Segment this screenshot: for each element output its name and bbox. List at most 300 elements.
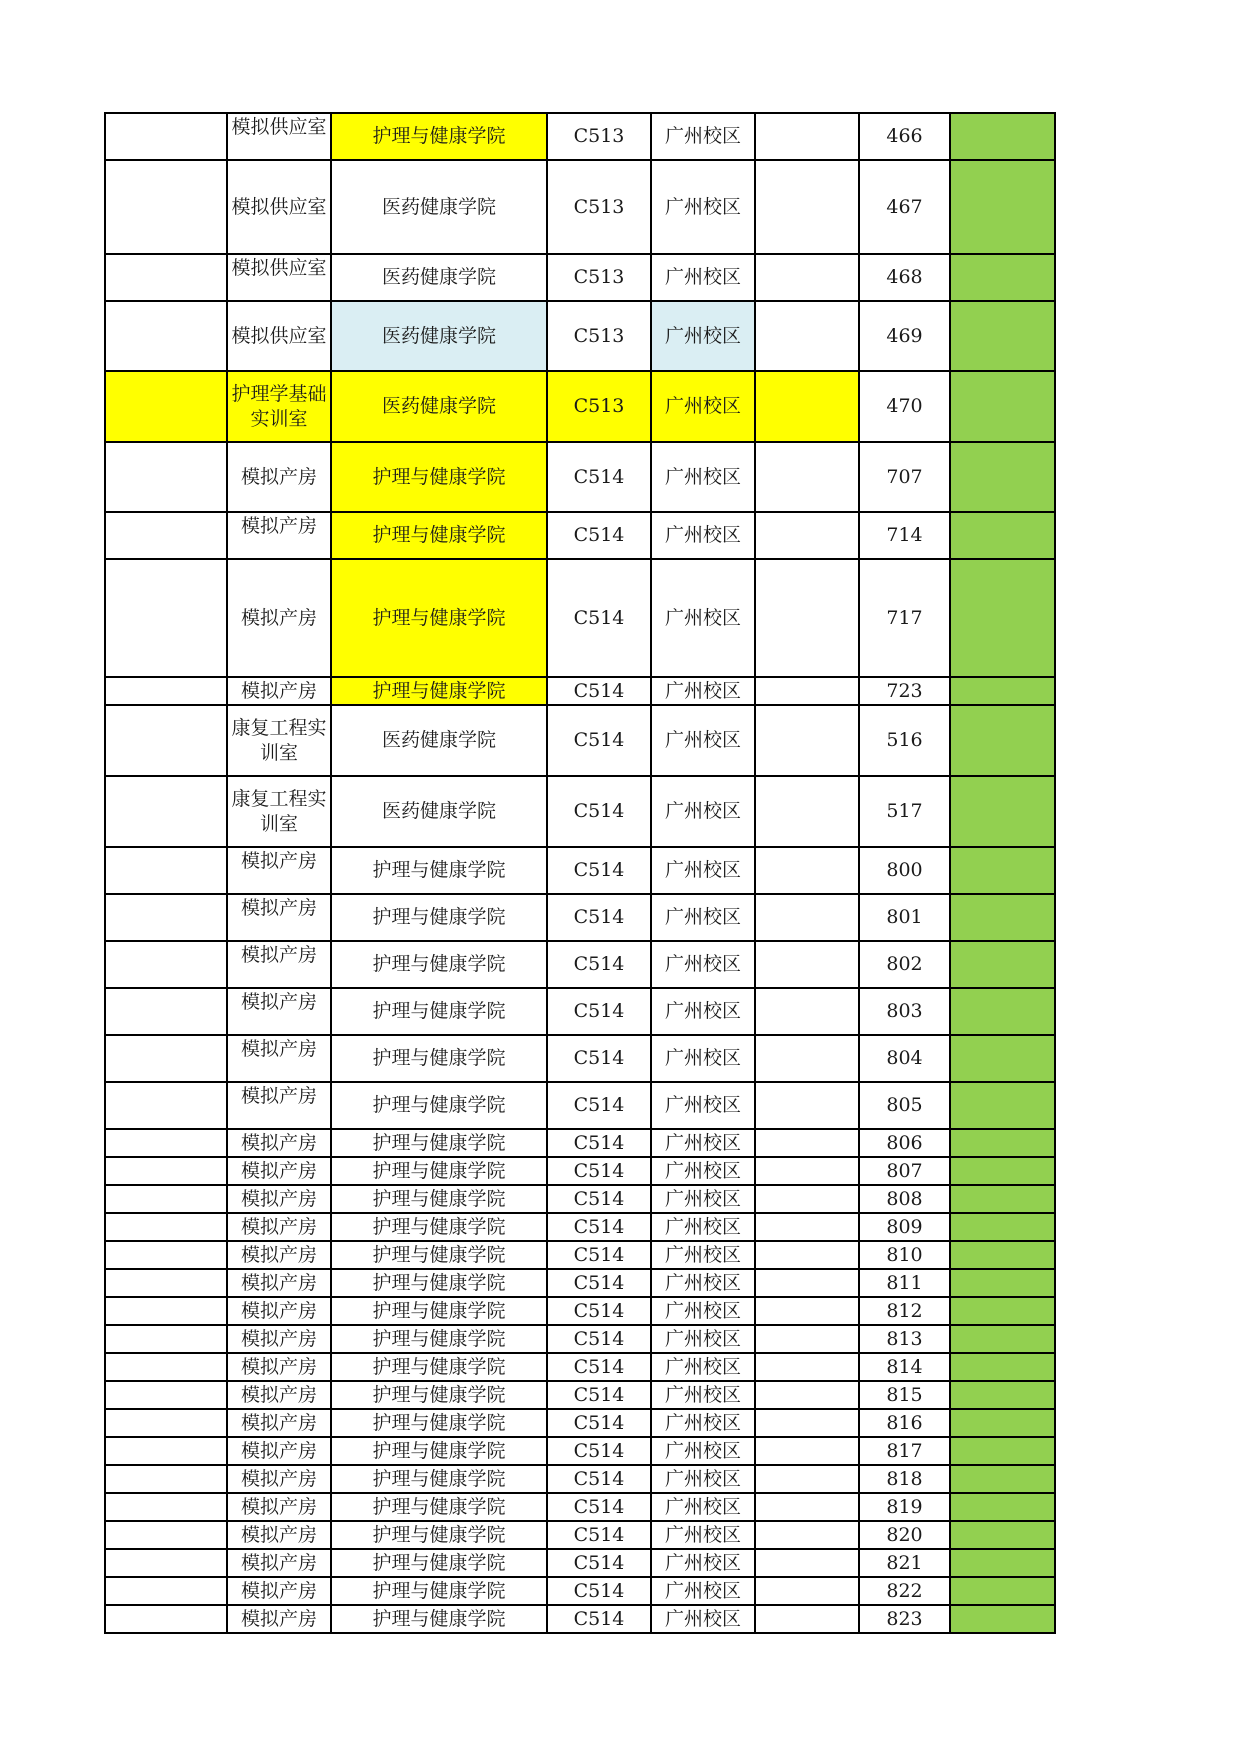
- table-row: [105, 254, 1055, 301]
- code-text: C514: [573, 524, 625, 546]
- code-text: C514: [573, 1551, 625, 1574]
- number-cell: [859, 1521, 950, 1549]
- code-cell: [547, 1381, 651, 1409]
- code-cell: [547, 1605, 651, 1633]
- college-text: 护理与健康学院: [372, 1551, 506, 1574]
- blank-cell: [105, 1241, 227, 1269]
- campus-cell: [651, 988, 755, 1035]
- room-name-text: 模拟产房: [240, 849, 317, 872]
- blank-cell: [755, 371, 859, 442]
- campus-cell: [651, 1353, 755, 1381]
- college-text: 护理与健康学院: [372, 1383, 506, 1406]
- college-cell: [331, 1129, 547, 1157]
- status-cell: [950, 1213, 1055, 1241]
- status-cell: [950, 113, 1055, 160]
- code-text: C514: [573, 1243, 625, 1266]
- blank-cell: [105, 1185, 227, 1213]
- number-cell: [859, 1577, 950, 1605]
- room-name-cell: [227, 1185, 331, 1213]
- room-name-cell: [227, 1157, 331, 1185]
- room-name-text: 模拟产房: [240, 1579, 317, 1602]
- college-cell: [331, 371, 547, 442]
- number-text: 807: [886, 1159, 923, 1182]
- data-table: [104, 112, 1056, 1634]
- code-text: C514: [573, 1327, 625, 1350]
- blank-cell: [105, 1577, 227, 1605]
- room-name-cell: [227, 776, 331, 847]
- room-name-text: 模拟产房: [240, 1187, 317, 1210]
- table-row: [105, 988, 1055, 1035]
- campus-cell: [651, 1437, 755, 1465]
- blank-cell: [105, 705, 227, 776]
- code-text: C513: [573, 324, 625, 347]
- campus-text: 广州校区: [664, 195, 741, 218]
- table-row: [105, 1269, 1055, 1297]
- campus-cell: [651, 1465, 755, 1493]
- blank-cell: [755, 1185, 859, 1213]
- number-text: 815: [886, 1383, 923, 1406]
- table-row: [105, 1493, 1055, 1521]
- blank-cell: [105, 1493, 227, 1521]
- number-text: 817: [886, 1439, 923, 1462]
- college-text: 护理与健康学院: [372, 524, 506, 546]
- table-row: [105, 1035, 1055, 1082]
- status-cell: [950, 1549, 1055, 1577]
- college-cell: [331, 847, 547, 894]
- code-text: C514: [573, 1495, 625, 1518]
- code-cell: [547, 988, 651, 1035]
- college-text: 护理与健康学院: [372, 125, 506, 147]
- room-name-cell: [227, 1082, 331, 1129]
- number-text: 717: [886, 606, 923, 629]
- code-cell: [547, 1409, 651, 1437]
- room-name-cell: [227, 442, 331, 512]
- room-name-text: 模拟产房: [240, 1215, 317, 1238]
- blank-cell: [105, 894, 227, 941]
- room-name-cell: [227, 1269, 331, 1297]
- status-cell: [950, 1381, 1055, 1409]
- blank-cell: [105, 1325, 227, 1353]
- room-name-text: 模拟产房: [240, 465, 317, 488]
- number-cell: [859, 776, 950, 847]
- status-cell: [950, 1409, 1055, 1437]
- room-name-text: 模拟产房: [240, 1299, 317, 1322]
- blank-cell: [105, 442, 227, 512]
- room-name-text: 模拟产房: [240, 1551, 317, 1574]
- status-cell: [950, 894, 1055, 941]
- campus-text: 广州校区: [664, 1299, 741, 1322]
- room-name-text: 模拟产房: [240, 1243, 317, 1266]
- blank-cell: [105, 1129, 227, 1157]
- blank-cell: [755, 1269, 859, 1297]
- room-name-cell: [227, 941, 331, 988]
- college-cell: [331, 1213, 547, 1241]
- college-cell: [331, 776, 547, 847]
- number-cell: [859, 1185, 950, 1213]
- code-text: C514: [573, 1467, 625, 1490]
- college-text: 护理与健康学院: [372, 1271, 506, 1294]
- room-name-text: 模拟产房: [240, 606, 317, 629]
- code-cell: [547, 941, 651, 988]
- number-text: 811: [886, 1271, 923, 1294]
- blank-cell: [755, 1521, 859, 1549]
- code-text: C514: [573, 1271, 625, 1294]
- college-cell: [331, 301, 547, 371]
- college-cell: [331, 1465, 547, 1493]
- college-cell: [331, 254, 547, 301]
- code-text: C513: [573, 195, 625, 218]
- college-cell: [331, 1605, 547, 1633]
- number-text: 801: [886, 906, 923, 928]
- blank-cell: [755, 1549, 859, 1577]
- table-row: [105, 1465, 1055, 1493]
- blank-cell: [755, 1129, 859, 1157]
- campus-text: 广州校区: [664, 524, 741, 546]
- campus-text: 广州校区: [664, 1495, 741, 1518]
- table-row: [105, 1213, 1055, 1241]
- room-name-text: 模拟产房: [240, 1607, 317, 1630]
- room-name-cell: [227, 1605, 331, 1633]
- blank-cell: [105, 512, 227, 559]
- number-text: 818: [886, 1467, 923, 1490]
- room-name-cell: [227, 1493, 331, 1521]
- number-cell: [859, 677, 950, 705]
- college-text: 医药健康学院: [381, 729, 496, 751]
- code-text: C514: [573, 1131, 625, 1154]
- room-name-cell: [227, 1129, 331, 1157]
- blank-cell: [755, 705, 859, 776]
- table-row: [105, 1437, 1055, 1465]
- room-name-text: 模拟产房: [240, 1327, 317, 1350]
- campus-cell: [651, 705, 755, 776]
- status-cell: [950, 1241, 1055, 1269]
- room-name-cell: [227, 1297, 331, 1325]
- number-cell: [859, 1549, 950, 1577]
- blank-cell: [105, 1353, 227, 1381]
- room-name-cell: [227, 371, 331, 442]
- college-cell: [331, 1325, 547, 1353]
- table-row: [105, 1157, 1055, 1185]
- number-cell: [859, 1353, 950, 1381]
- code-text: C514: [573, 1579, 625, 1602]
- number-cell: [859, 705, 950, 776]
- code-text: C514: [573, 1159, 625, 1182]
- status-cell: [950, 705, 1055, 776]
- college-cell: [331, 1157, 547, 1185]
- college-cell: [331, 941, 547, 988]
- number-cell: [859, 1241, 950, 1269]
- room-name-cell: [227, 1241, 331, 1269]
- room-name-cell: [227, 1521, 331, 1549]
- table-row: [105, 301, 1055, 371]
- blank-cell: [755, 160, 859, 254]
- table-row: [105, 1297, 1055, 1325]
- blank-cell: [105, 847, 227, 894]
- college-text: 医药健康学院: [381, 800, 496, 822]
- code-text: C514: [573, 1094, 625, 1116]
- campus-cell: [651, 160, 755, 254]
- status-cell: [950, 1035, 1055, 1082]
- code-text: C514: [573, 1607, 625, 1630]
- campus-cell: [651, 254, 755, 301]
- code-cell: [547, 1577, 651, 1605]
- campus-text: 广州校区: [664, 1551, 741, 1574]
- table-row: [105, 559, 1055, 677]
- campus-cell: [651, 113, 755, 160]
- blank-cell: [105, 1381, 227, 1409]
- college-text: 护理与健康学院: [372, 1579, 506, 1602]
- number-text: 800: [886, 859, 923, 881]
- status-cell: [950, 1577, 1055, 1605]
- code-text: C514: [573, 800, 625, 822]
- college-cell: [331, 1035, 547, 1082]
- code-text: C514: [573, 906, 625, 928]
- table-row: [105, 1185, 1055, 1213]
- college-text: 护理与健康学院: [372, 606, 506, 629]
- college-text: 护理与健康学院: [372, 1215, 506, 1238]
- campus-text: 广州校区: [664, 800, 741, 822]
- college-cell: [331, 1082, 547, 1129]
- campus-text: 广州校区: [664, 1411, 741, 1434]
- status-cell: [950, 1297, 1055, 1325]
- college-text: 护理与健康学院: [372, 1299, 506, 1322]
- table-row: [105, 1353, 1055, 1381]
- number-cell: [859, 1381, 950, 1409]
- blank-cell: [105, 941, 227, 988]
- room-name-cell: [227, 1409, 331, 1437]
- code-cell: [547, 442, 651, 512]
- number-cell: [859, 1269, 950, 1297]
- room-name-cell: [227, 1549, 331, 1577]
- campus-text: 广州校区: [664, 1243, 741, 1266]
- table-row: [105, 512, 1055, 559]
- blank-cell: [755, 1241, 859, 1269]
- college-text: 护理与健康学院: [372, 859, 506, 881]
- table-row: [105, 1381, 1055, 1409]
- blank-cell: [755, 988, 859, 1035]
- college-text: 医药健康学院: [381, 395, 496, 417]
- room-name-text: 模拟产房: [240, 1383, 317, 1406]
- number-text: 816: [886, 1411, 923, 1434]
- room-name-cell: [227, 512, 331, 559]
- code-text: C514: [573, 606, 625, 629]
- status-cell: [950, 1605, 1055, 1633]
- number-text: 517: [886, 800, 923, 822]
- room-name-text: 模拟产房: [240, 1159, 317, 1182]
- campus-text: 广州校区: [664, 1094, 741, 1116]
- number-text: 516: [886, 729, 923, 751]
- code-cell: [547, 677, 651, 705]
- table-row: [105, 1577, 1055, 1605]
- status-cell: [950, 160, 1055, 254]
- room-name-cell: [227, 113, 331, 160]
- number-text: 814: [886, 1355, 923, 1378]
- table-row: [105, 1409, 1055, 1437]
- code-text: C514: [573, 1355, 625, 1378]
- table-row: [105, 705, 1055, 776]
- blank-cell: [755, 113, 859, 160]
- campus-text: 广州校区: [664, 266, 741, 288]
- blank-cell: [755, 677, 859, 705]
- room-name-text: 模拟供应室: [231, 195, 327, 218]
- campus-cell: [651, 1381, 755, 1409]
- code-cell: [547, 1521, 651, 1549]
- room-name-text: 护理学基础实训室: [231, 382, 327, 430]
- number-cell: [859, 559, 950, 677]
- room-name-text: 模拟产房: [240, 1131, 317, 1154]
- blank-cell: [755, 1381, 859, 1409]
- campus-text: 广州校区: [664, 1579, 741, 1602]
- room-name-text: 模拟产房: [240, 1467, 317, 1490]
- number-text: 803: [886, 1000, 923, 1022]
- table-row: [105, 1549, 1055, 1577]
- room-name-text: 模拟产房: [240, 1439, 317, 1462]
- status-cell: [950, 559, 1055, 677]
- blank-cell: [755, 254, 859, 301]
- number-text: 714: [886, 524, 923, 546]
- blank-cell: [755, 301, 859, 371]
- college-text: 护理与健康学院: [372, 1495, 506, 1518]
- number-text: 723: [886, 679, 923, 702]
- status-cell: [950, 1082, 1055, 1129]
- blank-cell: [105, 160, 227, 254]
- table-row: [105, 677, 1055, 705]
- table-row: [105, 113, 1055, 160]
- code-cell: [547, 1269, 651, 1297]
- code-cell: [547, 512, 651, 559]
- code-text: C513: [573, 395, 625, 417]
- code-cell: [547, 1129, 651, 1157]
- number-cell: [859, 1409, 950, 1437]
- code-cell: [547, 1241, 651, 1269]
- number-text: 819: [886, 1495, 923, 1518]
- number-text: 823: [886, 1607, 923, 1630]
- number-cell: [859, 894, 950, 941]
- code-cell: [547, 1325, 651, 1353]
- number-cell: [859, 1437, 950, 1465]
- number-cell: [859, 1325, 950, 1353]
- status-cell: [950, 988, 1055, 1035]
- table-row: [105, 1241, 1055, 1269]
- college-cell: [331, 1185, 547, 1213]
- table-row: [105, 442, 1055, 512]
- number-text: 466: [886, 125, 923, 147]
- blank-cell: [105, 301, 227, 371]
- campus-text: 广州校区: [664, 1383, 741, 1406]
- campus-cell: [651, 1409, 755, 1437]
- blank-cell: [105, 254, 227, 301]
- table-row: [105, 847, 1055, 894]
- campus-text: 广州校区: [664, 1523, 741, 1546]
- code-cell: [547, 1213, 651, 1241]
- campus-text: 广州校区: [664, 324, 741, 347]
- campus-cell: [651, 776, 755, 847]
- campus-cell: [651, 941, 755, 988]
- blank-cell: [755, 776, 859, 847]
- campus-cell: [651, 1269, 755, 1297]
- college-cell: [331, 1577, 547, 1605]
- campus-cell: [651, 1241, 755, 1269]
- code-text: C513: [573, 266, 625, 288]
- code-cell: [547, 1493, 651, 1521]
- campus-text: 广州校区: [664, 1355, 741, 1378]
- code-cell: [547, 160, 651, 254]
- campus-text: 广州校区: [664, 953, 741, 975]
- number-text: 809: [886, 1215, 923, 1238]
- room-name-cell: [227, 847, 331, 894]
- blank-cell: [105, 1465, 227, 1493]
- college-text: 护理与健康学院: [372, 1439, 506, 1462]
- status-cell: [950, 1157, 1055, 1185]
- code-cell: [547, 301, 651, 371]
- college-text: 医药健康学院: [381, 266, 496, 288]
- college-text: 护理与健康学院: [372, 1243, 506, 1266]
- code-cell: [547, 1157, 651, 1185]
- campus-cell: [651, 847, 755, 894]
- status-cell: [950, 254, 1055, 301]
- number-text: 804: [886, 1047, 923, 1069]
- status-cell: [950, 677, 1055, 705]
- number-text: 810: [886, 1243, 923, 1266]
- college-cell: [331, 1521, 547, 1549]
- room-name-text: 模拟产房: [240, 1523, 317, 1546]
- status-cell: [950, 442, 1055, 512]
- number-text: 805: [886, 1094, 923, 1116]
- status-cell: [950, 1353, 1055, 1381]
- room-name-text: 模拟产房: [240, 1037, 317, 1060]
- blank-cell: [755, 1409, 859, 1437]
- campus-cell: [651, 1035, 755, 1082]
- table-row: [105, 894, 1055, 941]
- campus-text: 广州校区: [664, 906, 741, 928]
- room-name-text: 模拟产房: [240, 1495, 317, 1518]
- code-text: C514: [573, 1299, 625, 1322]
- status-cell: [950, 1493, 1055, 1521]
- college-text: 护理与健康学院: [372, 1094, 506, 1116]
- room-name-cell: [227, 559, 331, 677]
- campus-cell: [651, 1082, 755, 1129]
- number-text: 813: [886, 1327, 923, 1350]
- campus-cell: [651, 1493, 755, 1521]
- room-name-text: 模拟产房: [240, 679, 317, 702]
- code-text: C514: [573, 729, 625, 751]
- code-cell: [547, 254, 651, 301]
- college-text: 护理与健康学院: [372, 906, 506, 928]
- room-name-text: 模拟产房: [240, 1411, 317, 1434]
- number-cell: [859, 988, 950, 1035]
- campus-text: 广州校区: [664, 679, 741, 702]
- campus-text: 广州校区: [664, 1215, 741, 1238]
- blank-cell: [105, 1521, 227, 1549]
- code-cell: [547, 1465, 651, 1493]
- status-cell: [950, 941, 1055, 988]
- campus-cell: [651, 1185, 755, 1213]
- status-cell: [950, 1325, 1055, 1353]
- number-cell: [859, 113, 950, 160]
- number-text: 468: [886, 266, 923, 288]
- code-text: C514: [573, 953, 625, 975]
- college-text: 护理与健康学院: [372, 953, 506, 975]
- number-cell: [859, 1213, 950, 1241]
- blank-cell: [755, 941, 859, 988]
- number-text: 820: [886, 1523, 923, 1546]
- college-text: 护理与健康学院: [372, 1047, 506, 1069]
- number-text: 470: [886, 395, 923, 417]
- blank-cell: [755, 1297, 859, 1325]
- number-text: 802: [886, 953, 923, 975]
- blank-cell: [755, 1082, 859, 1129]
- number-cell: [859, 1465, 950, 1493]
